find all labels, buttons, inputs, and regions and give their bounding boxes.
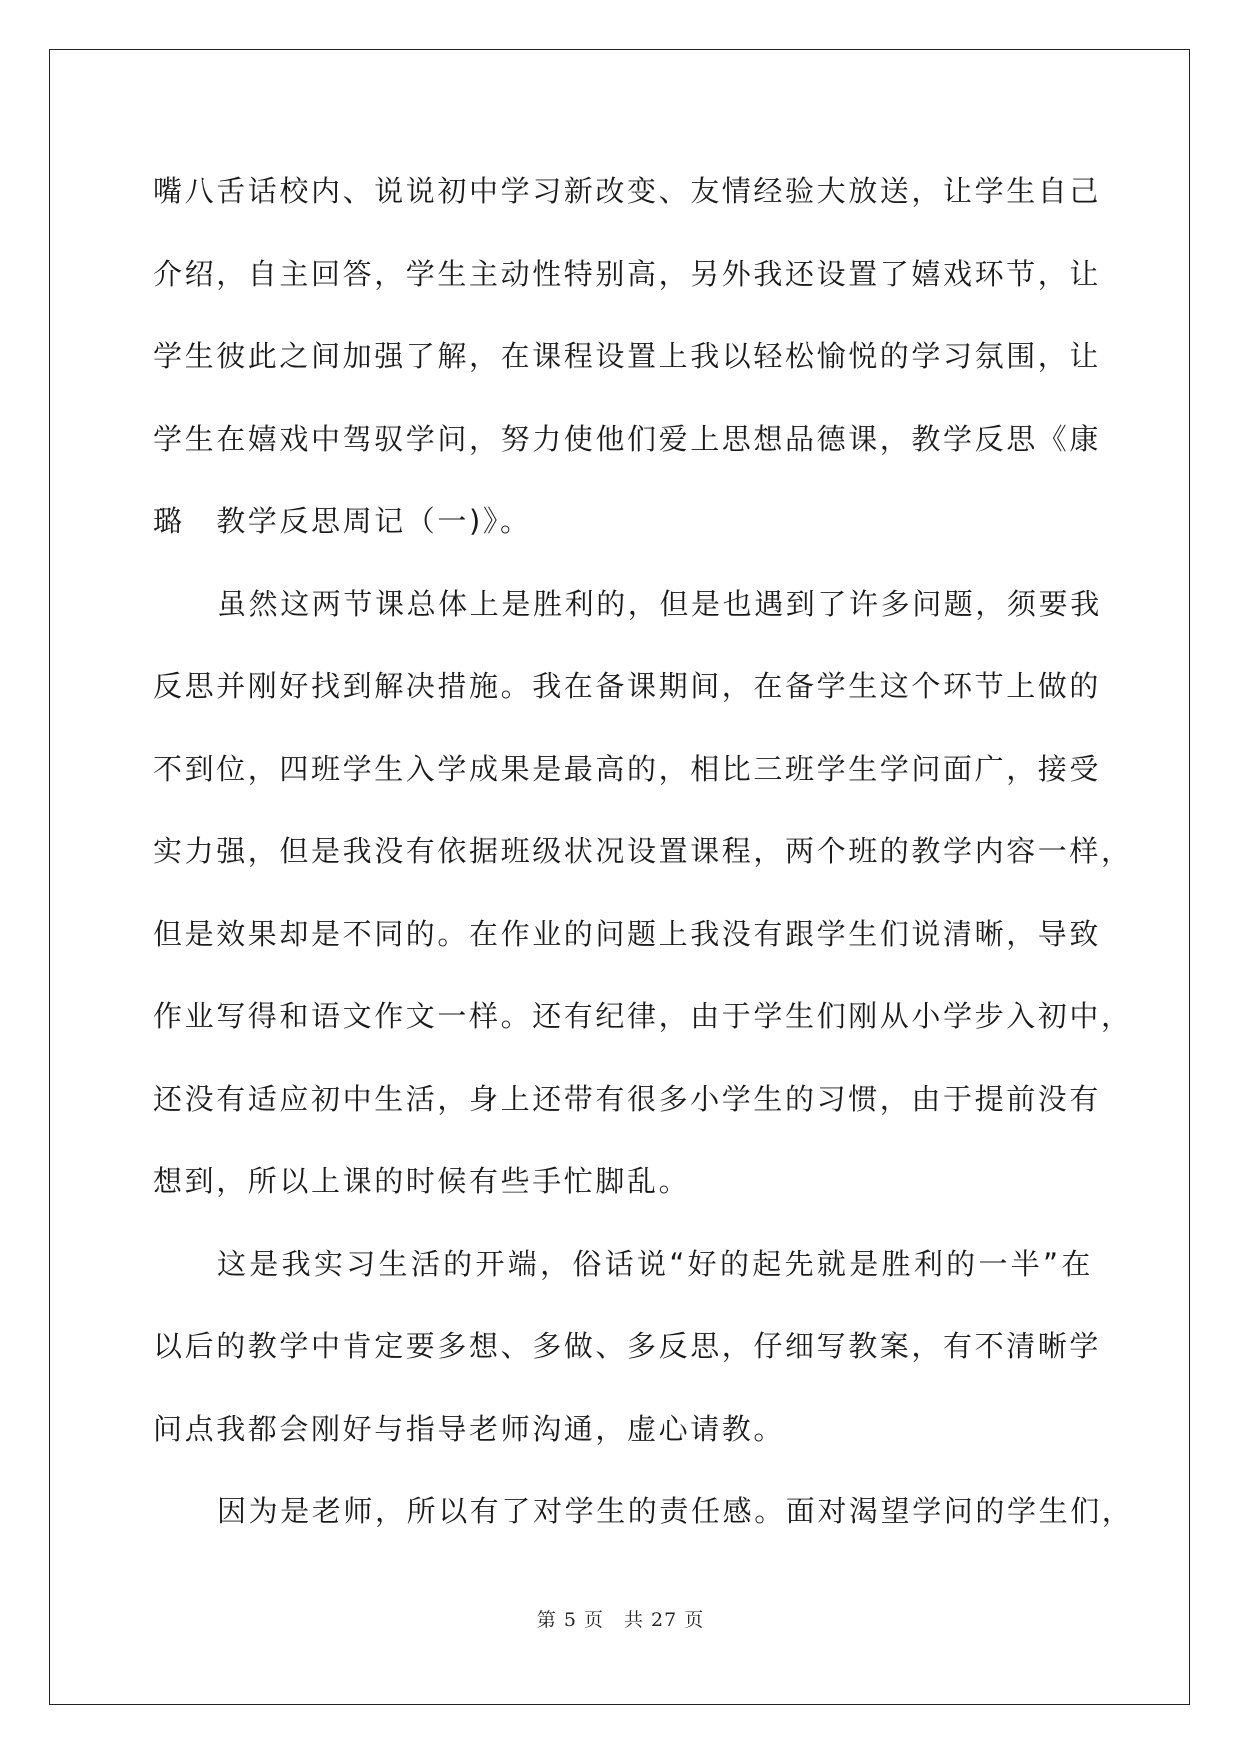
text-line: 以后的教学中肯定要多想、多做、多反思，仔细写教案，有不清晰学: [153, 1329, 1102, 1363]
text-line: 实力强，但是我没有依据班级状况设置课程，两个班的教学内容一样，: [153, 834, 1133, 868]
text-line: 介绍，自主回答，学生主动性特别高，另外我还设置了嬉戏环节，让: [153, 256, 1102, 291]
text-line: 作业写得和语文作文一样。还有纪律，由于学生们刚从小学步入初中，: [153, 999, 1133, 1033]
text-line: 但是效果却是不同的。在作业的问题上我没有跟学生们说清晰，导致: [153, 916, 1102, 951]
text-line: 虽然这两节课总体上是胜利的，但是也遇到了许多问题，须要我: [217, 586, 1102, 621]
text-line: 嘴八舌话校内、说说初中学习新改变、友情经验大放送，让学生自己: [153, 174, 1102, 208]
text-line: 学生彼此之间加强了解，在课程设置上我以轻松愉悦的学习氛围，让: [153, 339, 1102, 373]
document-body: [153, 158, 1134, 1561]
text-line: 想到，所以上课的时候有些手忙脚乱。: [153, 1164, 691, 1198]
text-line: 璐 教学反思周记（一)》。: [153, 504, 532, 538]
text-line: 这是我实习生活的开端，俗话说“好的起先就是胜利的一半”在: [217, 1246, 1093, 1281]
text-line: 问点我都会刚好与指导老师沟通，虚心请教。: [153, 1411, 786, 1446]
text-line: 不到位，四班学生入学成果是最高的，相比三班学生学问面广，接受: [153, 751, 1102, 786]
text-line: 反思并刚好找到解决措施。我在备课期间，在备学生这个环节上做的: [153, 669, 1102, 703]
text-line: 还没有适应初中生活，身上还带有很多小学生的习惯，由于提前没有: [153, 1081, 1102, 1116]
text-line: 因为是老师，所以有了对学生的责任感。面对渴望学问的学生们，: [217, 1494, 1134, 1528]
page-number-footer: 第 5 页 共 27 页: [536, 1609, 705, 1631]
text-line: 学生在嬉戏中驾驭学问，努力使他们爱上思想品德课，教学反思《康: [153, 421, 1102, 456]
